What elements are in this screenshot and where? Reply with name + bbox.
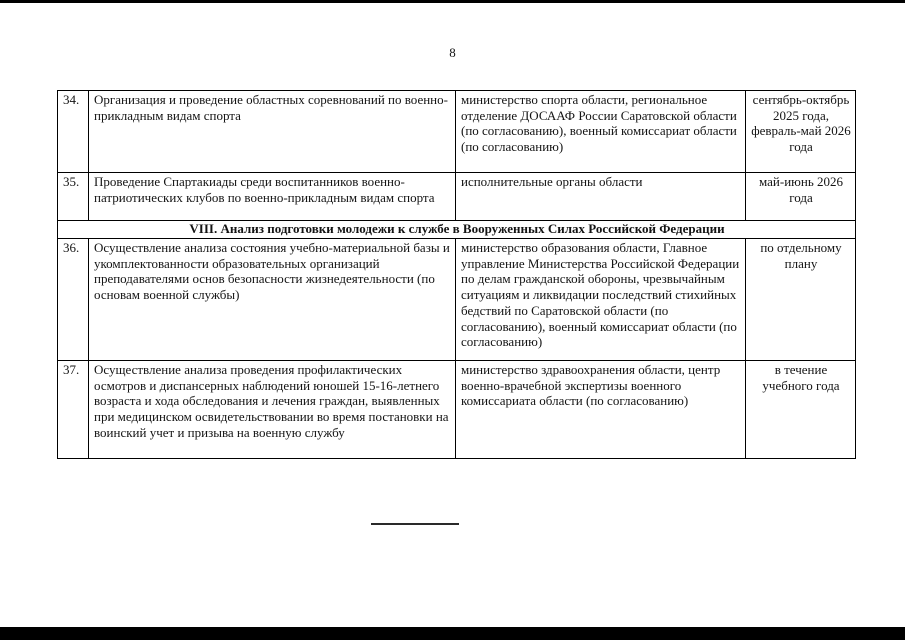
responsible-cell: министерство здравоохранения области, центр военно-врачебной экспертизы военного комиссариата области (по согласованию) (456, 361, 746, 459)
section-header-row (58, 221, 856, 239)
row-number-cell: 35. (58, 173, 89, 221)
timeframe-cell: в течение учебного года (746, 361, 856, 459)
activity-cell: Осуществление анализа проведения профилактических осмотров и диспансерных наблюдений юношей 15-16-летнего возраста и хода обследования и лечения граждан, выявленных при медицинском освидетельствовании во время постановки на воинский учет и призыва на военную службу (89, 361, 456, 459)
row-number-cell: 37. (58, 361, 89, 459)
table-row-35 (58, 173, 856, 221)
timeframe-cell: сентябрь-октябрь 2025 года, февраль-май 2026 года (746, 91, 856, 173)
row-number-cell: 34. (58, 91, 89, 173)
table-row-34 (58, 91, 856, 173)
activity-cell: Проведение Спартакиады среди воспитанников военно-патриотических клубов по военно-прикладным видам спорта (89, 173, 456, 221)
responsible-cell: министерство спорта области, региональное отделение ДОСААФ России Саратовской области (по согласованию), военный комиссариат области (по согласованию) (456, 91, 746, 173)
responsible-cell: исполнительные органы области (456, 173, 746, 221)
table-row-36 (58, 239, 856, 361)
activities-plan-table (57, 90, 856, 459)
activity-cell: Осуществление анализа состояния учебно-материальной базы и укомплектованности образовательных организаций преподавателями основ безопасности жизнедеятельности (по основам военной службы) (89, 239, 456, 361)
table-row-37 (58, 361, 856, 459)
row-number-cell: 36. (58, 239, 89, 361)
scan-artifact-top-line (0, 0, 905, 3)
scan-artifact-bottom-bar (0, 627, 905, 640)
page-number: 8 (449, 45, 456, 60)
section-header: VIII. Анализ подготовки молодежи к службе в Вооруженных Силах Российской Федерации (58, 221, 856, 239)
timeframe-cell: по отдельному плану (746, 239, 856, 361)
responsible-cell: министерство образования области, Главное управление Министерства Российской Федерации по делам гражданской обороны, чрезвычайным ситуациям и ликвидации последствий стихийных бедствий по Саратовской области (по согласованию), военный комиссариат области (по согласованию) (456, 239, 746, 361)
activity-cell: Организация и проведение областных соревнований по военно-прикладным видам спорта (89, 91, 456, 173)
timeframe-cell: май-июнь 2026 года (746, 173, 856, 221)
end-of-document-rule (371, 523, 459, 525)
